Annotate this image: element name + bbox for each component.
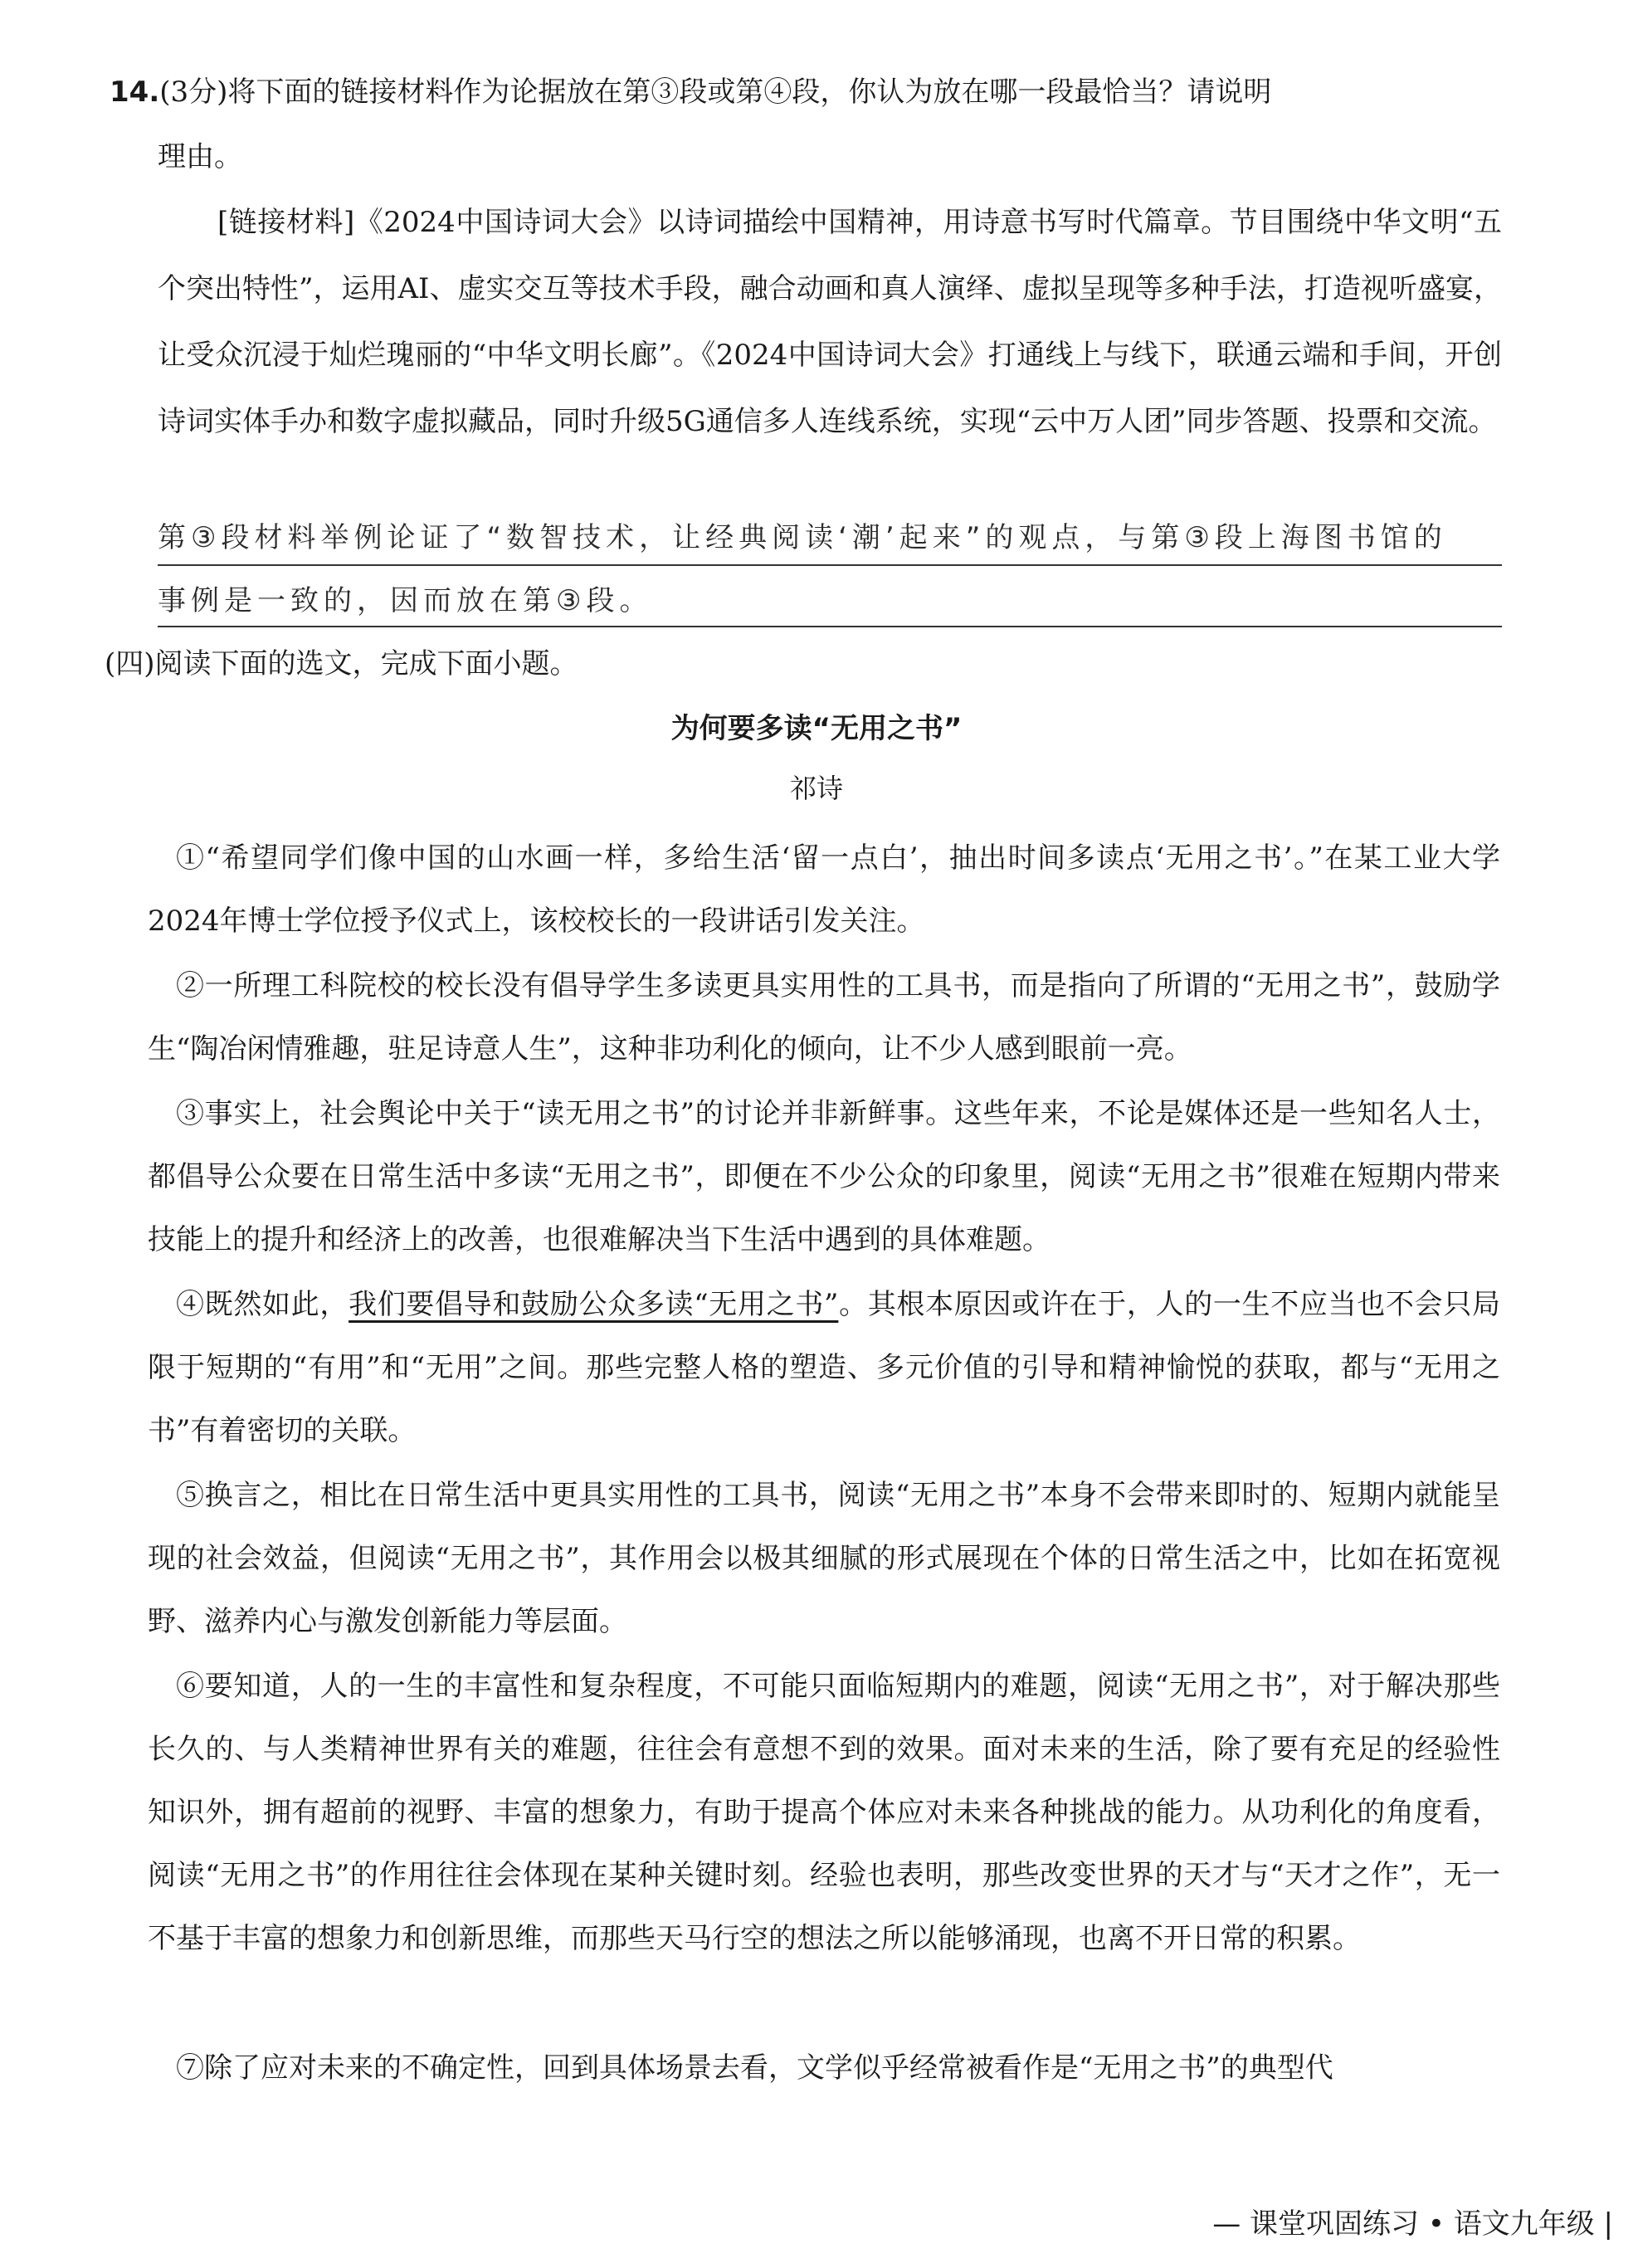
section-heading: (四)阅读下面的选文，完成下面小题。	[105, 647, 578, 680]
article-title: 为何要多读“无用之书”	[670, 712, 963, 745]
question-14	[110, 60, 1520, 124]
paragraph-5: ⑤换言之，相比在日常生活中更具实用性的工具书，阅读“无用之书”本身不会带来即时的、短期内就能呈现的社会效益，但阅读“无用之书”，其作用会以极其细腻的形式展现在个体的日常生活之中，比如在拓宽视野、滋养内心与激发创新能力等层面。	[148, 1479, 1500, 1638]
underlined-claim: 我们要倡导和鼓励公众多读“无用之书”	[349, 1288, 839, 1321]
paragraph-4-end: 。其根本原因或许在于，人的一生不应当也不会只局限于短期的“有用”和“无用”之间。那些完整人格的塑造、多元价值的引导和精神愉悦的获取，都与“无用之书”有着密切的关联。	[148, 1288, 1501, 1447]
answer-text-2: 事例是一致的，因而放在第③段。	[158, 584, 653, 617]
link-material: [链接材料]《2024中国诗词大会》以诗词描绘中国精神，用诗意书写时代篇章。节目围绕中华文明“五个突出特性”，运用AI、虚实交互等技术手段，融合动画和真人演绎、虚拟呈现等多种手法，打造视听盛宴，让受众沉浸于灿烂瑰丽的“中华文明长廊”。《2024中国诗词大会》打通线上与线下，联通云端和手间，开创诗词实体手办和数字虚拟藏品，同时升级5G通信多人连线系统，实现“云中万人团”同步答题、投票和交流。	[158, 206, 1502, 438]
paragraph-1: ①“希望同学们像中国的山水画一样，多给生活‘留一点白’，抽出时间多读点‘无用之书’。”在某工业大学2024年博士学位授予仪式上，该校校长的一段讲话引发关注。	[148, 841, 1500, 938]
paragraph-4-start: ④既然如此，	[176, 1288, 349, 1321]
paragraph-2: ②一所理工科院校的校长没有倡导学生多读更具实用性的工具书，而是指向了所谓的“无用之书”，鼓励学生“陶冶闲情雅趣，驻足诗意人生”，这种非功利化的倾向，让不少人感到眼前一亮。	[148, 969, 1500, 1066]
page-footer: — 课堂巩固练习 • 语文九年级 |	[1212, 2207, 1613, 2241]
article-author: 祁诗	[789, 773, 843, 804]
paragraph-7: ⑦除了应对未来的不确定性，回到具体场景去看，文学似乎经常被看作是“无用之书”的典型代	[176, 2051, 1333, 2085]
answer-text-1: 第③段材料举例论证了“数智技术，让经典阅读‘潮’起来”的观点，与第③段上海图书馆的	[158, 521, 1447, 554]
answer-line-2	[158, 576, 1502, 626]
paragraph-4	[148, 1273, 1500, 1462]
paragraph-3: ③事实上，社会舆论中关于“读无用之书”的讨论并非新鲜事。这些年来，不论是媒体还是一些知名人士，都倡导公众要在日常生活中多读“无用之书”，即便在不少公众的印象里，阅读“无用之书”很难在短期内带来技能上的提升和经济上的改善，也很难解决当下生活中遇到的具体难题。	[148, 1097, 1500, 1256]
question-text-cont: 理由。	[158, 140, 242, 173]
answer-rule-2	[158, 626, 1502, 627]
paragraph-6: ⑥要知道，人的一生的丰富性和复杂程度，不可能只面临短期内的难题，阅读“无用之书”，对于解决那些长久的、与人类精神世界有关的难题，往往会有意想不到的效果。面对未来的生活，除了要有充足的经验性知识外，拥有超前的视野、丰富的想象力，有助于提高个体应对未来各种挑战的能力。从功利化的角度看，阅读“无用之书”的作用往往会体现在某种关键时刻。经验也表明，那些改变世界的天才与“天才之作”，无一不基于丰富的想象力和创新思维，而那些天马行空的想法之所以能够涌现，也离不开日常的积累。	[148, 1670, 1500, 1955]
question-number: 14.	[110, 76, 160, 109]
answer-rule-1	[158, 564, 1502, 566]
answer-line-1	[158, 513, 1502, 563]
question-text: (3分)将下面的链接材料作为论据放在第③段或第④段，你认为放在哪一段最恰当？请说明	[159, 76, 1272, 109]
